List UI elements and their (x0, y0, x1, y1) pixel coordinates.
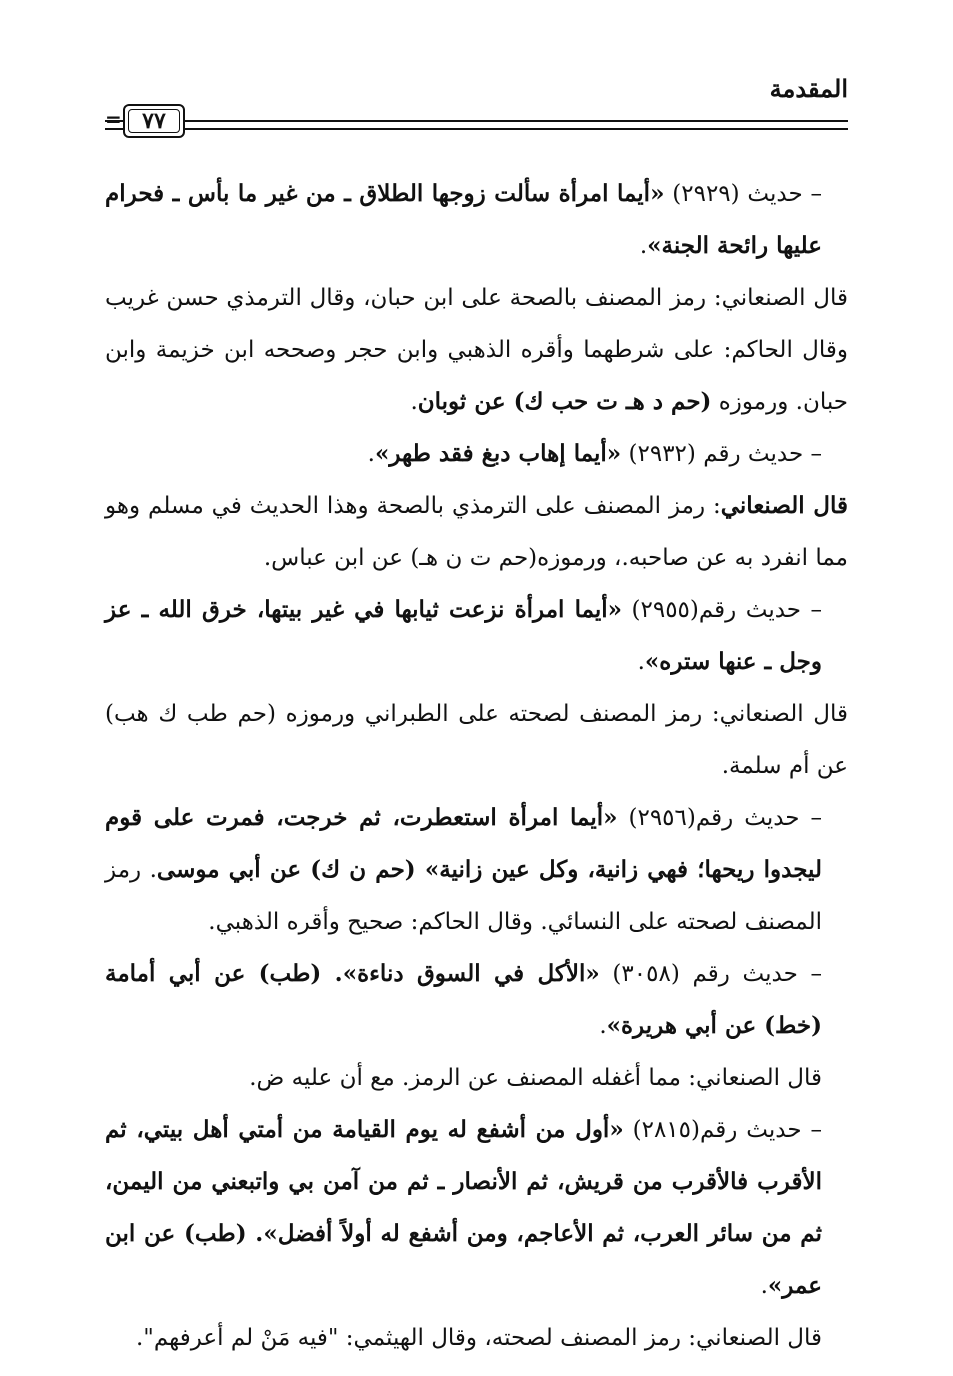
paragraph (105, 948, 848, 1052)
paragraph-text: قال الصنعاني: مما أغفله المصنف عن الرمز. مع أن عليه ض. (249, 1065, 822, 1091)
hadith-text-bold: «الأكل في السوق دناءة». (طب) عن أبي أمامة (خط) عن أبي هريرة» (105, 960, 822, 1039)
paragraph-text: قال الصنعاني: رمز المصنف لصحته، وقال الهيثمي: "فيه مَنْ لم أعرفهم". (135, 1325, 822, 1351)
paragraph (105, 1052, 848, 1104)
hadith-text-bold: «أيما إهاب دبغ فقد طهر» (374, 440, 622, 467)
paragraph (105, 428, 848, 480)
main-text-body (105, 168, 848, 1364)
page-number: ٧٧ (142, 108, 166, 134)
paragraph (105, 584, 848, 688)
running-title: المقدمة (769, 74, 848, 103)
rule-end-mark: = (105, 107, 122, 131)
paragraph-text: – حديث رقم(٢٨١٥) (623, 1117, 822, 1143)
paragraph-text: : رمز المصنف على الترمذي بالصحة وهذا الحديث في مسلم وهو مما انفرد به عن صاحبه.، ورموزه(حم ت ن هـ) عن ابن عباس. (105, 493, 848, 571)
hadith-text-bold: «أيما امرأة استعطرت، ثم خرجت، فمرت على قوم ليجدوا ريحها؛ فهي زانية، وكل عين زانية» (حم ن ك) عن أبي موسى (105, 804, 822, 883)
paragraph-text: . (367, 441, 375, 467)
double-rule-divider (105, 120, 848, 130)
paragraph (105, 480, 848, 584)
header-rule (105, 104, 848, 138)
paragraph-text: – حديث رقم (٢٩٣٢) (621, 441, 822, 467)
page-number-box (123, 104, 185, 138)
paragraph-text: – حديث رقم(٢٩٥٥) (622, 597, 822, 623)
paragraph-text: – حديث رقم(٢٩٥٦) (617, 805, 823, 831)
hadith-text-bold: «أيما امرأة نزعت ثيابها في غير بيتها، خرق الله ـ عز وجل ـ عنها ستره» (105, 596, 822, 675)
paragraph (105, 1104, 848, 1312)
paragraph-text: قال الصنعاني: رمز المصنف لصحته على الطبراني ورموزه (حم طب ك هب) عن أم سلمة. (105, 701, 848, 779)
paragraph-text: قال الصنعاني: رمز المصنف بالصحة على ابن حبان، وقال الترمذي حسن غريب وقال الحاكم: على شرطهما وأقره الذهبي وابن حجر وصححه ابن خزيمة وابن حبان. ورموزه (105, 285, 848, 415)
paragraph-text: . (760, 1273, 768, 1299)
hadith-text-bold: «أول من أشفع له يوم القيامة من أمتي أهل بيتي، ثم الأقرب فالأقرب من قريش، ثم الأنصار ـ ثم من آمن بي واتبعني من اليمن، ثم من سائر العرب، ثم الأعاجم، ومن أشفع له أولاً أفضل». (طب) عن ابن عمر» (105, 1116, 822, 1299)
hadith-text-bold: (حم د هـ ت حب ك) عن ثوبان (417, 388, 712, 415)
paragraph (105, 272, 848, 428)
paragraph-text: . رمز المصنف لصحته على النسائي. وقال الحاكم: صحيح وأقره الذهبي. (105, 857, 822, 935)
paragraph (105, 168, 848, 272)
paragraph-text: – حديث رقم (٣٠٥٨) (599, 961, 822, 987)
paragraph (105, 1312, 848, 1364)
paragraph (105, 688, 848, 792)
paragraph-text: – حديث (٢٩٢٩) (664, 181, 823, 207)
paragraph-text: . (639, 233, 648, 259)
paragraph-text: . (410, 389, 418, 415)
paragraph-text: . (599, 1013, 607, 1039)
paragraph (105, 792, 848, 948)
paragraph-text: . (637, 649, 645, 675)
hadith-text-bold: «أيما امرأة سألت زوجها الطلاق ـ من غير ما بأس ـ فحرام عليها رائحة الجنة» (105, 180, 822, 259)
hadith-text-bold: قال الصنعاني (720, 492, 848, 519)
